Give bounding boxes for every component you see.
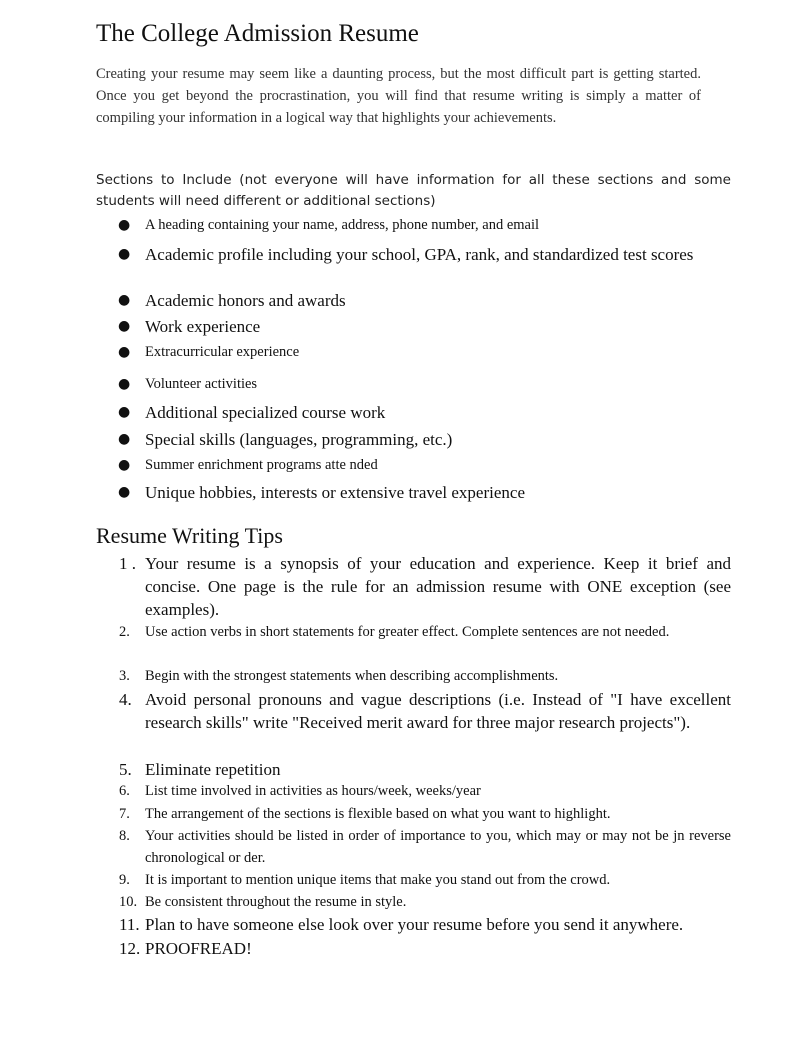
list-number: 8. (119, 828, 130, 844)
list-item-text: List time involved in activities as hours/week, weeks/year (145, 783, 481, 799)
list-number: 12. (119, 939, 141, 958)
list-item (119, 621, 731, 643)
list-item: ● Academic profile including your school, GPA, rank, and standardized test scores (145, 243, 725, 266)
list-item (119, 869, 611, 891)
list-item-text: Use action verbs in short statements for greater effect. Complete sentences are not needed. (145, 624, 670, 640)
list-item: ● Academic honors and awards (145, 289, 346, 312)
list-item (119, 780, 481, 802)
list-item (119, 665, 559, 687)
tips-heading: Resume Writing Tips (96, 523, 283, 548)
list-item-text: Your resume is a synopsis of your education and experience. Keep it brief and concise. One page is the rule for an admission resume with ONE exception (see examples). (145, 554, 731, 619)
list-item (119, 552, 731, 621)
list-number: 2. (119, 624, 130, 640)
list-item-text: Plan to have someone else look over your resume before you send it anywhere. (145, 915, 684, 934)
list-number: 10. (119, 894, 138, 910)
list-item (119, 758, 281, 781)
list-number: 7. (119, 806, 130, 822)
list-number: 11. (119, 915, 140, 934)
list-item: ● Unique hobbies, interests or extensive travel experience (145, 481, 525, 504)
list-number: 1 . (119, 554, 136, 573)
list-item-text: Begin with the strongest statements when describing accomplishments. (145, 668, 559, 684)
list-item-text: Be consistent throughout the resume in style. (145, 894, 407, 910)
list-item-text: It is important to mention unique items that make you stand out from the crowd. (145, 872, 611, 888)
list-item: ● Additional specialized course work (145, 401, 385, 424)
list-item: ● Extracurricular experience (145, 342, 299, 362)
list-item (119, 825, 731, 869)
list-item-text: PROOFREAD! (145, 939, 252, 958)
list-item (119, 803, 611, 825)
list-item-text: Avoid personal pronouns and vague descriptions (i.e. Instead of "I have excellent research skills" write "Received merit award for three major research projects"). (145, 690, 731, 732)
list-number: 3. (119, 668, 130, 684)
page-title: The College Admission Resume (96, 20, 419, 47)
list-item (119, 688, 731, 734)
sections-intro: Sections to Include (not everyone will have information for all these sections and some students will need different or additional sections) (96, 172, 731, 209)
list-item-text: Your activities should be listed in order of importance to you, which may or may not be jn reverse chronological or der. (145, 828, 731, 866)
list-item-text: The arrangement of the sections is flexible based on what you want to highlight. (145, 806, 611, 822)
intro-paragraph: Creating your resume may seem like a daunting process, but the most difficult part is getting started. Once you get beyond the procrastination, you will find that resume writing is simply a matter of compiling your information in a logical way that highlights your achievements. (96, 66, 701, 126)
list-item: ● Work experience (145, 315, 260, 338)
list-item (119, 937, 252, 960)
list-number: 9. (119, 872, 130, 888)
list-number: 5. (119, 760, 132, 779)
list-number: 4. (119, 690, 132, 709)
list-number: 6. (119, 783, 130, 799)
list-item: ● Special skills (languages, programming, etc.) (145, 428, 452, 451)
list-item-text: Eliminate repetition (145, 760, 281, 779)
list-item: ● Volunteer activities (145, 374, 257, 394)
list-item (119, 891, 407, 913)
list-item (119, 913, 684, 936)
list-item: ● Summer enrichment programs atte nded (145, 455, 378, 475)
list-item: ● A heading containing your name, address, phone number, and email (145, 215, 539, 235)
